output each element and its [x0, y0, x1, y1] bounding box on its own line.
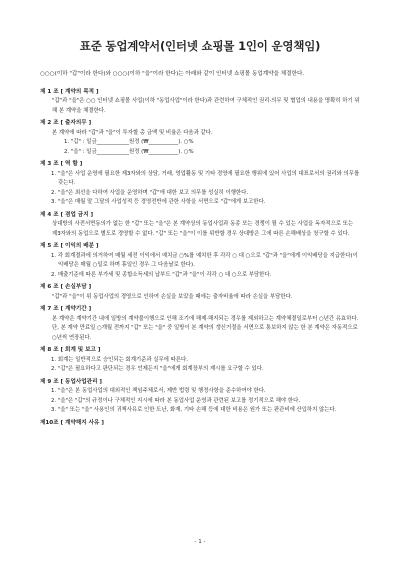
article-item: 2. "을"은 최선을 다하여 사업을 운영하며 "갑"에 대한 보고 의무를 성실히 이행한다. [51, 189, 249, 196]
article-item: 2. 매출기준에 따른 부가세 및 종합소득세의 납부도 "갑"과 "을"이 각각 ○ 대 ○으로 부담한다. [51, 271, 272, 278]
article-2 [40, 119, 360, 157]
article-paragraph: 단, 본 계약 만료일 ○개월 전까지 "갑" 또는 "을" 중 일방이 본 계약의 갱신거절을 서면으로 통보하지 않는 한 본 계약은 자동적으로 ○년씩 연장된다. [52, 325, 358, 341]
article-6 [40, 283, 360, 302]
article-4 [40, 211, 360, 240]
article-5 [40, 242, 360, 280]
article-item: 2. "갑"은 필요하다고 판단되는 경우 언제든지 "을"에게 회계장부의 제시를 요구할 수 있다. [51, 366, 264, 372]
article-item: 1. "을"은 본 동업사업의 대외적인 책임주체로서, 제반 법령 및 행정사항을 준수하여야 한다. [51, 388, 266, 394]
article-heading: 제 5 조 [ 이익의 배분 ] [40, 243, 99, 249]
article-heading: 제 1 조 [ 계약의 목적 ] [40, 88, 99, 95]
article-paragraph: 본 계약에 따라 "갑"과 "을"이 투자할 총 금액 및 비율은 다음과 같다. [52, 129, 213, 136]
article-heading: 제 4 조 [ 겸업 금지 ] [40, 211, 94, 218]
article-item: 1. "을"은 사업 운영에 필요한 제3자와의 상담, 거래, 영업활동 및 기타 경영에 필요한 행위에 있어 사업의 대표로서의 권리와 의무를 갖는다. [51, 170, 360, 186]
article-10 [40, 419, 360, 429]
article-heading: 제 3 조 [ 역 할 ] [40, 161, 83, 167]
article-7 [40, 305, 360, 343]
article-item: 1. 회계는 일반적으로 승인되는 회계기준과 실무에 따른다. [51, 356, 188, 363]
article-paragraph: 본 계약은 계약기간 내에 일방의 계약불이행으로 인해 조기에 해제·해지되는 경우를 제외하고는 계약체결일로부터 ○년간 유효하다. [52, 315, 359, 322]
article-paragraph: 상대방의 사전서면동의가 없는 한 "갑" 또는 "을"은 본 계약상의 동업사업과 동종 또는 경쟁이 될 수 있는 사업을 독자적으로 또는 제3자와의 동업으로 별도로 경영할 수 없다. "갑" 또는 "을"이 이를 위반할 경우 상대방은 그에 따른 손해배상을 청구할 수 있다. [52, 221, 354, 237]
investment-line: 1. "갑" : 일금____________원정 (₩___________). ○% [64, 139, 194, 145]
article-8 [40, 346, 360, 375]
document-title: 표준 동업계약서(인터넷 쇼핑몰 1인이 운영책임) [79, 39, 321, 53]
article-heading: 제 6 조 [ 손실부담 ] [40, 284, 92, 290]
investment-line: 2. "을" : 일금____________원정 (₩___________). ○% [64, 148, 194, 155]
article-9 [40, 378, 360, 416]
article-heading: 제10조 [ 계약해지 사유 ] [40, 419, 104, 426]
article-3 [40, 160, 360, 208]
page-number: - 1 - [194, 539, 206, 545]
articles-container [40, 88, 360, 429]
article-heading: 제 2 조 [ 출자의무 ] [40, 120, 92, 126]
article-heading: 제 8 조 [ 회계 및 보고 ] [40, 347, 101, 353]
article-paragraph: "갑"과 "을"이 위 동업사업의 경영으로 인하여 손실을 보았을 때에는 출자비율에 따라 손실을 부담한다. [52, 293, 293, 300]
intro-paragraph: ○○○(이하 "갑"이라 한다)와 ○○○(이하 "을"이라 한다)는 아래와 같이 인터넷 쇼핑몰 동업계약을 체결한다. [40, 71, 305, 77]
article-1 [40, 88, 360, 117]
article-heading: 제 7 조 [ 계약기간 ] [40, 306, 92, 312]
article-item: 2. "을"은 "갑"의 규정이나 구체적인 지시에 따라 본 동업사업 운영과 관련된 보고를 정기적으로 해야 한다. [51, 397, 301, 404]
article-item: 1. 각 회계결과에 의거하여 매월 세전 이익에서 예치금 ○%를 예치한 후 각각 ○ 대 ○으로 "갑"과 "을"에게 이익배당을 지급한다(이익배당은 매월 ○일로 하며 휴일인 경우 그 다음날로 한다). [51, 252, 358, 268]
article-item: 3. "을"은 매월 말 그달의 사업성적 등 경영전반에 관한 사항을 서면으로 "갑"에게 보고한다. [51, 199, 266, 205]
article-item: 3. "을" 또는 "을" 사용인의 귀책사유로 인한 도난, 화재, 기타 손해 등에 대한 비용은 원가 또는 판관비에 산입하지 않는다. [51, 407, 337, 413]
article-paragraph: "갑"과 "을"은 ○○ 인터넷 쇼핑몰 사업(이하 "동업사업"이라 한다)과 관련하여 구체적인 권리·의무 및 협업의 내용을 명확히 하기 위해 본 계약을 체결한다. [52, 98, 360, 114]
article-heading: 제 9 조 [ 동업사업관리 ] [40, 378, 102, 385]
